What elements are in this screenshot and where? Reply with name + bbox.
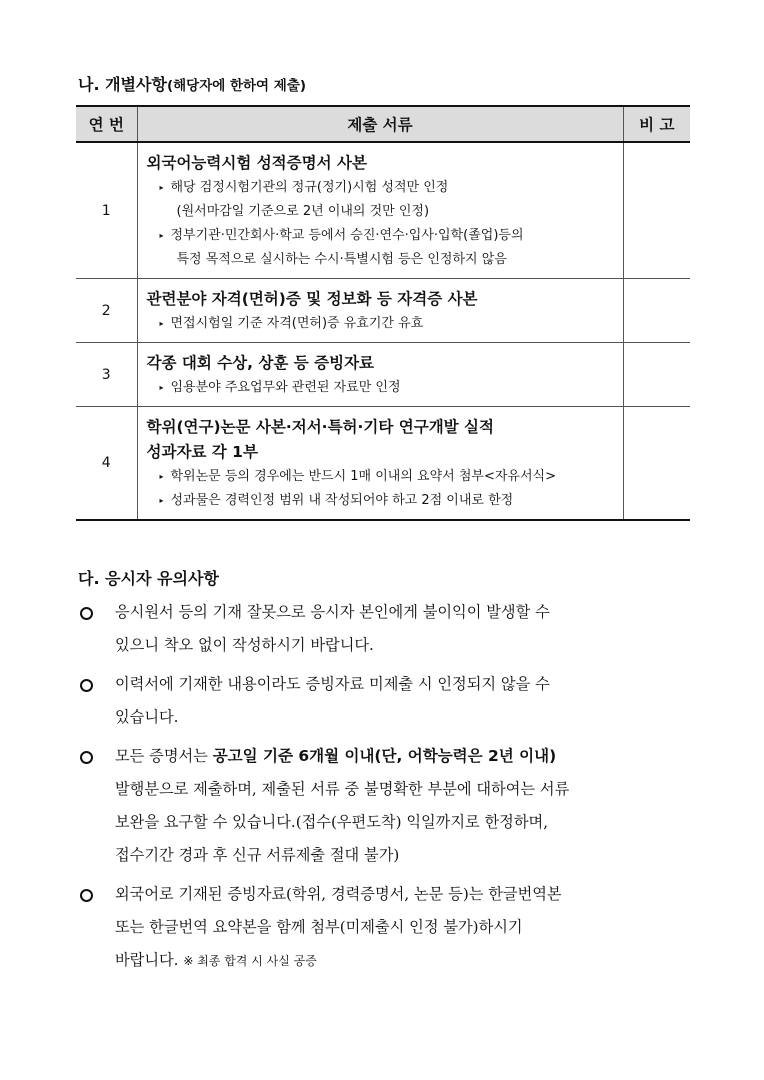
notice-text: 보완을 요구할 수 있습니다.(접수(우편도착) 익일까지로 한정하며, xyxy=(115,813,549,831)
header-documents: 제출 서류 xyxy=(137,106,623,142)
notice-line xyxy=(115,911,692,944)
table-row xyxy=(76,142,690,279)
remarks-cell xyxy=(623,407,690,521)
bullet-text: 해당 검정시험기관의 정규(정기)시험 성적만 인정 xyxy=(170,180,449,195)
notice-line xyxy=(115,944,692,978)
section-heading-individual xyxy=(78,72,306,95)
notice-text: 외국어로 기재된 증빙자료(학위, 경력증명서, 논문 등)는 한글번역본 xyxy=(115,885,562,903)
notice-list xyxy=(80,596,692,984)
notice-line xyxy=(115,839,692,872)
document-title: 성과자료 각 1부 xyxy=(146,443,258,461)
notice-text: 있으니 착오 없이 작성하시기 바랍니다. xyxy=(115,636,374,654)
document-bullet xyxy=(147,465,623,489)
remarks-cell xyxy=(623,279,690,343)
bullet-text: 특정 목적으로 실시하는 수시·특별시험 등은 인정하지 않음 xyxy=(176,252,507,267)
section-heading-text: 다. 응시자 유의사항 xyxy=(78,569,219,588)
notice-footnote: ※ 최종 합격 시 사실 공증 xyxy=(183,954,317,968)
notice-emphasis: 공고일 기준 6개월 이내(단, 어학능력은 2년 이내) xyxy=(212,747,557,765)
triangle-right-icon: ▸ xyxy=(159,383,164,392)
notice-text: 바랍니다. xyxy=(115,951,184,969)
notice-line xyxy=(115,878,692,911)
hollow-circle-icon xyxy=(80,607,93,620)
notice-line xyxy=(115,596,692,629)
triangle-right-icon: ▸ xyxy=(159,496,164,505)
triangle-right-icon: ▸ xyxy=(159,231,164,240)
notice-item xyxy=(80,740,692,872)
notice-line xyxy=(115,773,692,806)
notice-line xyxy=(115,701,692,734)
bullet-text: 정부기관·민간회사·학교 등에서 승진·연수·입사·입학(졸업)등의 xyxy=(170,228,524,243)
section-heading-notices xyxy=(78,566,219,589)
hollow-circle-icon xyxy=(80,679,93,692)
section-heading-subtitle: (해당자에 한하여 제출) xyxy=(166,78,307,94)
notice-item xyxy=(80,596,692,662)
document-cell xyxy=(137,142,623,279)
document-bullet xyxy=(147,176,623,224)
triangle-right-icon: ▸ xyxy=(159,319,164,328)
bullet-text: 학위논문 등의 경우에는 반드시 1매 이내의 요약서 첨부<자유서식> xyxy=(170,469,556,484)
notice-text: 접수기간 경과 후 신규 서류제출 절대 불가) xyxy=(115,846,400,864)
document-cell xyxy=(137,407,623,521)
table-row xyxy=(76,407,690,521)
notice-line xyxy=(115,668,692,701)
row-number: 1 xyxy=(76,142,137,279)
notice-item xyxy=(80,668,692,734)
notice-line xyxy=(115,740,692,773)
document-title: 학위(연구)논문 사본·저서·특허·기타 연구개발 실적 xyxy=(146,418,494,436)
notice-text: 이력서에 기재한 내용이라도 증빙자료 미제출 시 인정되지 않을 수 xyxy=(115,675,550,693)
table-row xyxy=(76,343,690,407)
table-row xyxy=(76,279,690,343)
hollow-circle-icon xyxy=(80,751,93,764)
bullet-text: 성과물은 경력인정 범위 내 작성되어야 하고 2점 이내로 한정 xyxy=(170,493,514,508)
notice-text: 모든 증명서는 xyxy=(115,747,213,765)
notice-text: 있습니다. xyxy=(115,708,179,726)
row-number: 2 xyxy=(76,279,137,343)
document-cell xyxy=(137,279,623,343)
bullet-text: (원서마감일 기준으로 2년 이내의 것만 인정) xyxy=(176,204,430,219)
document-bullet xyxy=(147,376,623,400)
triangle-right-icon: ▸ xyxy=(159,183,164,192)
remarks-cell xyxy=(623,142,690,279)
notice-text: 응시원서 등의 기재 잘못으로 응시자 본인에게 불이익이 발생할 수 xyxy=(115,603,550,621)
document-title: 외국어능력시험 성적증명서 사본 xyxy=(146,154,367,172)
documents-table xyxy=(76,105,690,521)
document-bullet xyxy=(147,489,623,513)
notice-line xyxy=(115,806,692,839)
document-cell xyxy=(137,343,623,407)
bullet-text: 면접시험일 기준 자격(면허)증 유효기간 유효 xyxy=(170,316,424,331)
notice-text: 또는 한글번역 요약본을 함께 첨부(미제출시 인정 불가)하시기 xyxy=(115,918,523,936)
section-heading-text: 나. 개별사항 xyxy=(78,75,167,94)
table-header-row xyxy=(76,106,690,142)
row-number: 4 xyxy=(76,407,137,521)
notice-line xyxy=(115,629,692,662)
notice-text: 발행분으로 제출하며, 제출된 서류 중 불명확한 부분에 대하여는 서류 xyxy=(115,780,570,798)
notice-item xyxy=(80,878,692,978)
triangle-right-icon: ▸ xyxy=(159,472,164,481)
document-bullet xyxy=(147,312,623,336)
header-remarks: 비 고 xyxy=(623,106,690,142)
document-bullet xyxy=(147,224,623,272)
hollow-circle-icon xyxy=(80,889,93,902)
bullet-text: 임용분야 주요업무와 관련된 자료만 인정 xyxy=(170,380,401,395)
document-title: 관련분야 자격(면허)증 및 정보화 등 자격증 사본 xyxy=(146,290,478,308)
remarks-cell xyxy=(623,343,690,407)
row-number: 3 xyxy=(76,343,137,407)
header-number: 연 번 xyxy=(76,106,137,142)
document-title: 각종 대회 수상, 상훈 등 증빙자료 xyxy=(146,354,375,372)
